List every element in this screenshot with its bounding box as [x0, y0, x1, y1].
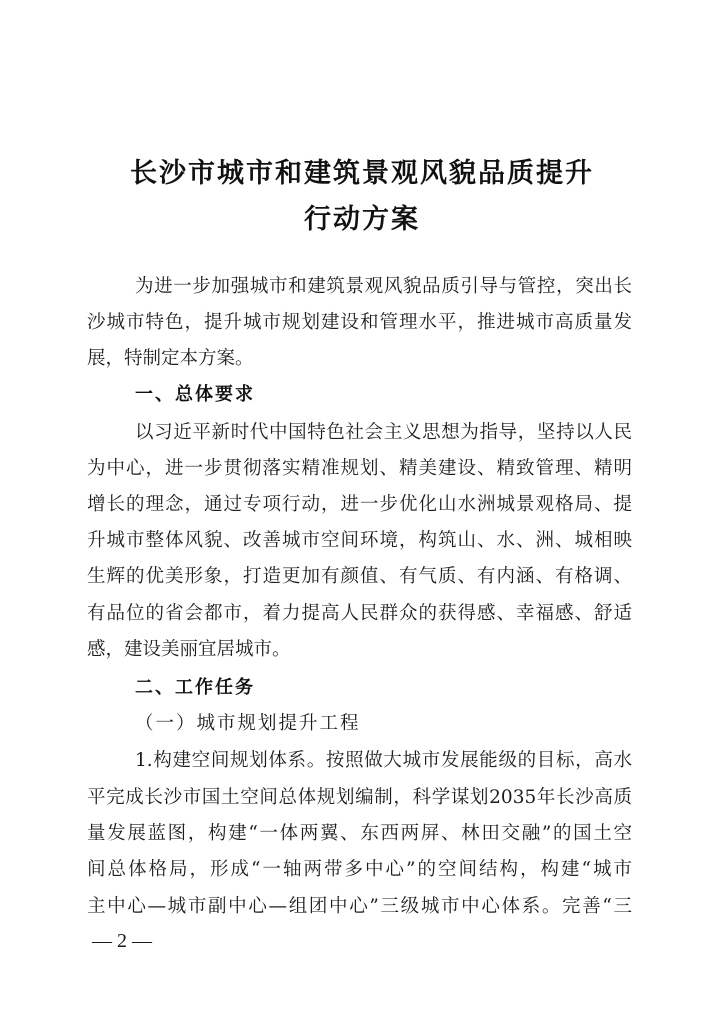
paragraph-line: 感，建设美丽宜居城市。 — [87, 639, 291, 660]
section-heading: 二、工作任务 — [135, 677, 255, 698]
paragraph-line: 为中心，进一步贯彻落实精准规划、精美建设、精致管理、精明 — [87, 458, 632, 479]
document-title-line2: 行动方案 — [304, 204, 420, 235]
paragraph-line: 量发展蓝图，构建“一体两翼、东西两屏、林田交融”的国土空 — [87, 823, 632, 844]
paragraph-line: 沙城市特色，提升城市规划建设和管理水平，推进城市高质量发 — [87, 312, 632, 333]
paragraph-line: 有品位的省会都市，着力提高人民群众的获得感、幸福感、舒适 — [87, 603, 632, 624]
paragraph-line: 主中心—城市副中心—组团中心”三级城市中心体系。完善“三 — [87, 896, 632, 917]
document-title-line1: 长沙市城市和建筑景观风貌品质提升 — [130, 158, 594, 189]
section-heading: 一、总体要求 — [135, 384, 255, 405]
subsection-heading: （一）城市规划提升工程 — [135, 713, 361, 734]
paragraph-line: 间总体格局，形成“一轴两带多中心”的空间结构，构建“城市 — [87, 859, 632, 880]
paragraph-line: 1.构建空间规划体系。按照做大城市发展能级的目标，高水 — [135, 750, 632, 771]
paragraph-line: 生辉的优美形象，打造更加有颜值、有气质、有内涵、有格调、 — [87, 566, 632, 587]
paragraph-line: 以习近平新时代中国特色社会主义思想为指导，坚持以人民 — [135, 422, 632, 443]
paragraph-line: 升城市整体风貌、改善城市空间环境，构筑山、水、洲、城相映 — [87, 530, 632, 551]
paragraph-line: 为进一步加强城市和建筑景观风貌品质引导与管控，突出长 — [135, 276, 632, 297]
paragraph-line: 展，特制定本方案。 — [87, 348, 254, 369]
paragraph-line: 增长的理念，通过专项行动，进一步优化山水洲城景观格局、提 — [87, 494, 632, 515]
paragraph-line: 平完成长沙市国土空间总体规划编制，科学谋划2035年长沙高质 — [87, 787, 632, 808]
page-number: — 2 — — [92, 930, 152, 952]
